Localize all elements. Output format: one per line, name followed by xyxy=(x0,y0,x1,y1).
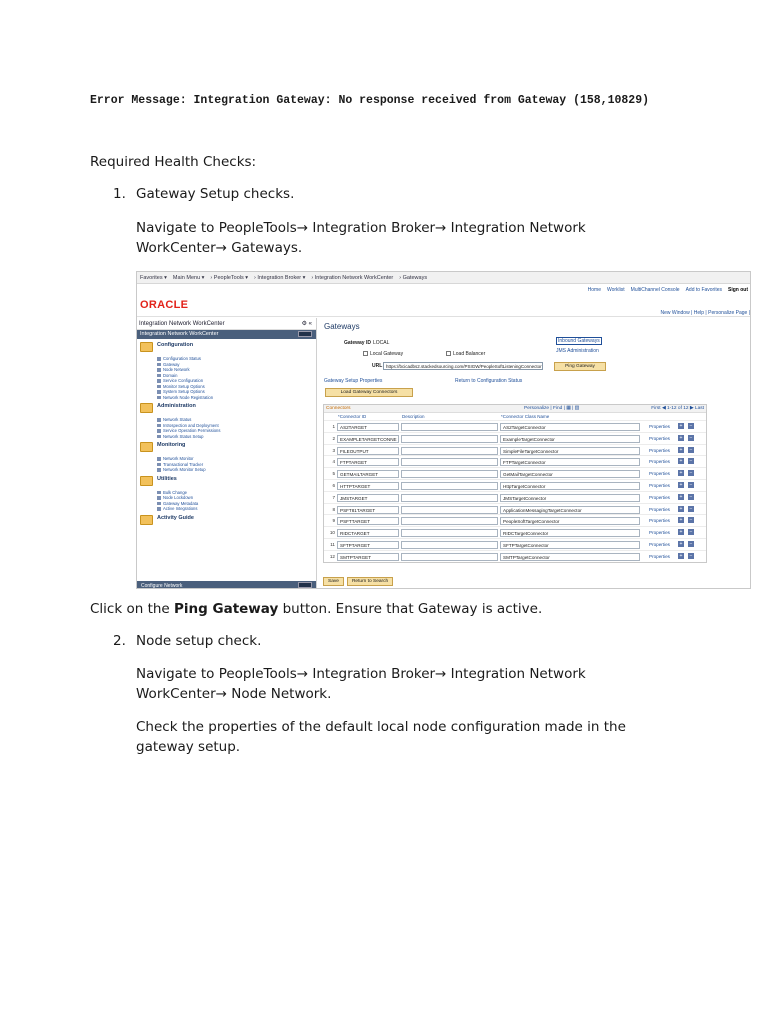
table-row xyxy=(324,432,706,444)
list-number-1: 1. xyxy=(113,186,126,202)
menu-item[interactable]: Service Configuration xyxy=(157,378,316,384)
group-title[interactable]: Utilities xyxy=(157,475,177,482)
row-number: 11 xyxy=(330,541,335,547)
properties-link[interactable]: Properties xyxy=(649,494,670,500)
col-connector-id: *Connector ID xyxy=(338,414,367,419)
group-title[interactable]: Monitoring xyxy=(157,442,186,448)
folder-icon xyxy=(140,476,153,486)
multichannel-link[interactable]: MultiChannel Console xyxy=(630,287,680,293)
delete-row-icon[interactable]: − xyxy=(689,540,693,547)
nav-gateways[interactable]: › Gateways xyxy=(399,274,428,281)
nav-main-menu[interactable]: Main Menu ▾ xyxy=(172,274,205,281)
grid-tools[interactable]: Personalize | Find | ▦ | ▥ xyxy=(524,406,580,411)
local-gateway-checkbox[interactable] xyxy=(363,351,368,356)
url-label: URL xyxy=(372,363,383,369)
add-row-icon[interactable]: + xyxy=(679,517,683,524)
add-row-icon[interactable]: + xyxy=(679,446,683,453)
properties-link[interactable]: Properties xyxy=(649,518,670,524)
menu-item[interactable]: Gateway xyxy=(157,362,316,368)
ping-prefix: Click on the xyxy=(90,601,175,617)
properties-link[interactable]: Properties xyxy=(649,459,670,465)
delete-row-icon[interactable]: − xyxy=(689,458,693,465)
add-favorites-link[interactable]: Add to Favorites xyxy=(685,287,722,293)
connector-id-field[interactable]: FTPTARGET xyxy=(337,458,399,466)
gateways-screenshot xyxy=(136,271,751,589)
row-number: 4 xyxy=(332,459,335,465)
list-item-gateway-setup: Gateway Setup checks. xyxy=(136,186,295,202)
description-field[interactable] xyxy=(401,494,498,502)
home-link[interactable]: Home xyxy=(587,287,601,293)
properties-link[interactable]: Properties xyxy=(649,435,670,441)
row-number: 6 xyxy=(332,482,335,488)
navigation-path-node-network: Navigate to PeopleTools→ Integration Broker→ Integration Network WorkCenter→ Node Network. xyxy=(136,666,586,702)
nav-peopletools[interactable]: › PeopleTools ▾ xyxy=(210,274,249,281)
table-row xyxy=(324,526,706,538)
table-row xyxy=(324,444,706,456)
properties-link[interactable]: Properties xyxy=(649,506,670,512)
menu-item[interactable]: Network Status Setup xyxy=(157,434,316,440)
table-row xyxy=(324,550,706,562)
description-field[interactable] xyxy=(401,447,498,455)
configure-network-bar[interactable] xyxy=(137,581,316,589)
gateway-id-value: LOCAL xyxy=(373,340,390,346)
description-field[interactable] xyxy=(401,553,498,561)
worklist-link[interactable]: Worklist xyxy=(606,287,625,293)
row-number: 12 xyxy=(329,553,335,559)
properties-link[interactable]: Properties xyxy=(649,424,670,429)
description-field[interactable] xyxy=(401,423,498,431)
description-field[interactable] xyxy=(401,435,498,443)
class-name-field[interactable]: SMTPTargetConnector xyxy=(500,553,640,561)
add-row-icon[interactable]: + xyxy=(679,505,683,512)
delete-row-icon[interactable]: − xyxy=(689,552,693,559)
oracle-logo: ORACLE xyxy=(140,299,189,311)
sign-out-link[interactable]: Sign out xyxy=(728,287,748,293)
delete-row-icon[interactable]: − xyxy=(689,481,693,488)
gateway-id-label: Gateway ID xyxy=(344,340,371,346)
class-name-field[interactable]: ExampleTargetConnector xyxy=(500,435,640,443)
section-heading: Required Health Checks: xyxy=(90,154,257,170)
menu-item[interactable]: Node Network xyxy=(157,367,316,373)
add-row-icon[interactable]: + xyxy=(679,540,683,547)
delete-row-icon[interactable]: − xyxy=(689,517,693,524)
properties-link[interactable]: Properties xyxy=(649,482,670,488)
menu-item[interactable]: Active Integrations xyxy=(157,506,316,512)
class-name-field[interactable]: GetMailTargetConnector xyxy=(500,470,640,478)
folder-icon xyxy=(140,442,153,452)
group-utilities xyxy=(137,476,316,512)
workcenter-title: Integration Network WorkCenter xyxy=(139,321,225,327)
class-name-field[interactable]: RIDCTargetConnector xyxy=(500,529,640,537)
menu-item[interactable]: Domain xyxy=(157,373,316,379)
group-administration xyxy=(137,403,316,439)
class-name-field[interactable]: HttpTargetConnector xyxy=(500,482,640,490)
page-actions xyxy=(323,577,393,586)
collapse-icon[interactable] xyxy=(298,331,312,337)
description-field[interactable] xyxy=(401,458,498,466)
row-number: 10 xyxy=(329,530,335,536)
group-monitoring xyxy=(137,442,316,473)
load-balancer-label: Load Balancer xyxy=(453,351,486,357)
row-number: 5 xyxy=(332,471,335,477)
col-class-name: *Connector Class Name xyxy=(501,414,550,419)
row-number: 8 xyxy=(332,506,335,512)
ping-instruction xyxy=(90,601,542,617)
group-title[interactable]: Administration xyxy=(157,403,196,409)
connectors-grid xyxy=(323,404,707,563)
navigation-path-gateways: Navigate to PeopleTools→ Integration Broker→ Integration Network WorkCenter→ Gateways. xyxy=(136,220,586,256)
delete-row-icon[interactable]: − xyxy=(689,493,693,500)
properties-link[interactable]: Properties xyxy=(649,553,670,559)
ping-suffix: button. Ensure that Gateway is active. xyxy=(278,601,543,617)
menu-item[interactable]: Node Lockdown xyxy=(157,495,316,501)
description-field[interactable] xyxy=(401,517,498,525)
group-configuration xyxy=(137,342,316,400)
menu-item[interactable]: Introspection and Deployment xyxy=(157,423,316,429)
page-links[interactable]: New Window | Help | Personalize Page | xyxy=(660,310,750,316)
list-item-node-setup: Node setup check. xyxy=(136,633,262,649)
page-title: Gateways xyxy=(324,322,360,331)
description-field[interactable] xyxy=(401,482,498,490)
folder-icon xyxy=(140,342,153,352)
description-field[interactable] xyxy=(401,529,498,537)
breadcrumb xyxy=(137,272,750,284)
save-button[interactable]: Save xyxy=(323,577,344,586)
class-name-field[interactable]: SimpleFileTargetConnector xyxy=(500,447,640,455)
panel-controls[interactable]: ⚙ « xyxy=(301,321,312,327)
table-row xyxy=(324,503,706,515)
connector-id-field[interactable]: JMSTARGET xyxy=(337,494,399,502)
add-row-icon[interactable]: + xyxy=(679,552,683,559)
table-row xyxy=(324,538,706,550)
class-name-field[interactable]: ApplicationMessagingTargetConnector xyxy=(500,506,640,514)
row-number: 7 xyxy=(332,494,335,500)
menu-item[interactable]: Monitor Setup Options xyxy=(157,384,316,390)
add-row-icon[interactable]: + xyxy=(679,434,683,441)
delete-row-icon[interactable]: − xyxy=(689,434,693,441)
description-field[interactable] xyxy=(401,541,498,549)
url-input[interactable]: https://bcicadbs2.stackedsourcing.com/PSIGW/PeopleSoftListeningConnector xyxy=(383,362,543,370)
table-row xyxy=(324,514,706,526)
group-activity-guide xyxy=(137,515,316,523)
expand-icon[interactable] xyxy=(298,582,312,588)
menu-item[interactable]: Transactional Tracker xyxy=(157,462,316,468)
menu-item[interactable]: Gateway Metadata xyxy=(157,501,316,507)
workcenter-bar-title: Integration Network WorkCenter xyxy=(140,331,219,337)
jms-administration-link[interactable]: JMS Administration xyxy=(556,348,599,354)
connector-id-field[interactable]: HTTPTARGET xyxy=(337,482,399,490)
class-name-field[interactable]: JMSTargetConnector xyxy=(500,494,640,502)
properties-link[interactable]: Properties xyxy=(649,541,670,547)
connector-id-field[interactable]: RIDCTARGET xyxy=(337,529,399,537)
menu-item[interactable]: Network Status xyxy=(157,417,316,423)
table-row xyxy=(324,491,706,503)
inbound-gateways-link[interactable]: Inbound Gateways xyxy=(558,338,600,344)
menu-item[interactable]: System Setup Options xyxy=(157,389,316,395)
grid-pager[interactable]: First ◀ 1-12 of 12 ▶ Last xyxy=(651,406,704,411)
class-name-field[interactable]: SFTPTargetConnector xyxy=(500,541,640,549)
gateways-page xyxy=(322,310,750,589)
connector-id-field[interactable]: GETMAILTARGET xyxy=(337,470,399,478)
row-number: 2 xyxy=(332,435,335,441)
nav-integration-network[interactable]: › Integration Network WorkCenter xyxy=(311,274,394,281)
properties-link[interactable]: Properties xyxy=(649,471,670,477)
gateway-setup-properties-link[interactable]: Gateway Setup Properties xyxy=(324,378,383,384)
connector-rows xyxy=(324,420,706,562)
grid-caption: Connectors xyxy=(326,406,351,411)
add-row-icon[interactable]: + xyxy=(679,481,683,488)
configure-network-label: Configure Network xyxy=(141,583,183,589)
delete-row-icon[interactable]: − xyxy=(689,505,693,512)
folder-icon xyxy=(140,515,153,525)
add-row-icon[interactable]: + xyxy=(679,493,683,500)
table-row xyxy=(324,467,706,479)
description-field[interactable] xyxy=(401,470,498,478)
connector-id-field[interactable]: FILEOUTPUT xyxy=(337,447,399,455)
col-description: Description xyxy=(402,414,425,419)
load-connectors-button[interactable]: Load Gateway Connectors xyxy=(325,388,413,397)
menu-item[interactable]: Network Monitor Setup xyxy=(157,467,316,473)
menu-item[interactable]: Bulk Change xyxy=(157,490,316,496)
row-number: 9 xyxy=(332,518,335,524)
row-number: 1 xyxy=(332,424,335,429)
header-links xyxy=(588,287,748,293)
menu-item[interactable]: Configuration Status xyxy=(157,356,316,362)
add-row-icon[interactable]: + xyxy=(679,423,683,429)
list-number-2: 2. xyxy=(113,633,126,649)
load-balancer-checkbox[interactable] xyxy=(446,351,451,356)
connector-id-field[interactable]: SMTPTARGET xyxy=(337,553,399,561)
connector-id-field[interactable]: SFTPTARGET xyxy=(337,541,399,549)
node-check-instruction: Check the properties of the default local node configuration made in the gateway setup. xyxy=(136,719,626,755)
nav-integration-broker[interactable]: › Integration Broker ▾ xyxy=(254,274,306,281)
properties-link[interactable]: Properties xyxy=(649,447,670,453)
menu-item[interactable]: Network Node Registration xyxy=(157,395,316,401)
group-title[interactable]: Configuration xyxy=(157,342,194,348)
return-to-search-button[interactable]: Return to Search xyxy=(347,577,393,586)
nav-favorites[interactable]: Favorites ▾ xyxy=(140,274,167,281)
class-name-field[interactable]: AS2TargetConnector xyxy=(500,423,640,431)
menu-item[interactable]: Service Operation Permissions xyxy=(157,428,316,434)
table-row xyxy=(324,479,706,491)
return-configuration-link[interactable]: Return to Configuration Status xyxy=(455,378,523,384)
connector-id-field[interactable]: AS2TARGET xyxy=(337,423,399,431)
delete-row-icon[interactable]: − xyxy=(689,529,693,536)
group-title[interactable]: Activity Guide xyxy=(157,514,194,521)
connector-id-field[interactable]: PSFTTARGET xyxy=(337,517,399,525)
menu-item[interactable]: Network Monitor xyxy=(157,456,316,462)
properties-link[interactable]: Properties xyxy=(649,530,670,536)
table-row xyxy=(324,455,706,467)
class-name-field[interactable]: FTPTargetConnector xyxy=(500,458,640,466)
row-number: 3 xyxy=(332,447,335,453)
delete-row-icon[interactable]: − xyxy=(689,423,693,429)
delete-row-icon[interactable]: − xyxy=(689,470,693,477)
table-row xyxy=(324,420,706,432)
description-field[interactable] xyxy=(401,506,498,514)
delete-row-icon[interactable]: − xyxy=(689,446,693,453)
add-row-icon[interactable]: + xyxy=(679,529,683,536)
workcenter-panel xyxy=(137,318,317,589)
folder-icon xyxy=(140,403,153,413)
add-row-icon[interactable]: + xyxy=(679,470,683,477)
connector-id-field[interactable]: EXAMPLETARGETCONNE xyxy=(337,435,399,443)
ping-gateway-button[interactable]: Ping Gateway xyxy=(554,362,606,371)
ping-gateway-term: Ping Gateway xyxy=(174,601,279,617)
error-message-title: Error Message: Integration Gateway: No response received from Gateway (158,10829) xyxy=(90,94,649,107)
add-row-icon[interactable]: + xyxy=(679,458,683,465)
connector-id-field[interactable]: PSFT81TARGET xyxy=(337,506,399,514)
local-gateway-label: Local Gateway xyxy=(370,351,404,357)
class-name-field[interactable]: PeopleSoftTargetConnector xyxy=(500,517,640,525)
